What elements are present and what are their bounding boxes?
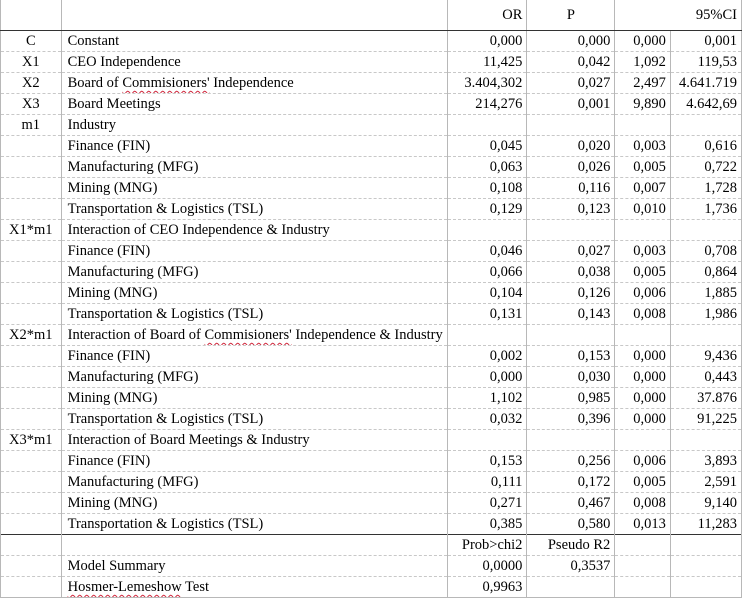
ci-lower-value: 0,000 bbox=[615, 346, 671, 367]
ci-lower-value: 1,092 bbox=[615, 52, 671, 73]
empty-cell bbox=[615, 535, 671, 556]
table-row bbox=[1, 409, 742, 430]
label-text: Finance (FIN) bbox=[67, 453, 151, 469]
table-row bbox=[1, 493, 742, 514]
p-value: 0,000 bbox=[527, 31, 615, 52]
variable-label bbox=[61, 346, 447, 367]
label-text: Interaction of Board Meetings & Industry bbox=[67, 432, 310, 448]
variable-label bbox=[61, 157, 447, 178]
label-text: Manufacturing (MFG) bbox=[67, 159, 199, 175]
ci-upper-value: 9,140 bbox=[670, 493, 741, 514]
variable-label bbox=[61, 115, 447, 136]
ci-lower-value bbox=[615, 115, 671, 136]
table-row bbox=[1, 304, 742, 325]
variable-label bbox=[61, 31, 447, 52]
ci-upper-value: 11,283 bbox=[670, 514, 741, 535]
table-row bbox=[1, 31, 742, 52]
empty-cell bbox=[615, 577, 671, 598]
label-text: Finance (FIN) bbox=[67, 138, 151, 154]
variable-label bbox=[61, 493, 447, 514]
odds-ratio-value: 0,111 bbox=[447, 472, 527, 493]
variable-label bbox=[61, 178, 447, 199]
label-text-rest: Independence & Industry bbox=[291, 327, 443, 343]
ci-upper-value: 4.641.719 bbox=[670, 73, 741, 94]
odds-ratio-value: 0,385 bbox=[447, 514, 527, 535]
variable-label bbox=[61, 220, 447, 241]
p-value: 0,172 bbox=[527, 472, 615, 493]
variable-code bbox=[1, 493, 62, 514]
variable-code: X3*m1 bbox=[1, 430, 62, 451]
p-value: 0,153 bbox=[527, 346, 615, 367]
variable-code bbox=[1, 157, 62, 178]
table-row bbox=[1, 157, 742, 178]
ci-upper-value: 0,864 bbox=[670, 262, 741, 283]
ci-lower-value: 0,005 bbox=[615, 472, 671, 493]
ci-lower-value: 0,005 bbox=[615, 157, 671, 178]
model-prob-value: 0,0000 bbox=[447, 556, 527, 577]
table-row bbox=[1, 451, 742, 472]
variable-code bbox=[1, 136, 62, 157]
hl-prob-value: 0,9963 bbox=[447, 577, 527, 598]
p-value: 0,985 bbox=[527, 388, 615, 409]
table-row bbox=[1, 283, 742, 304]
header-ci: 95%CI bbox=[615, 0, 742, 31]
p-value bbox=[527, 325, 615, 346]
variable-code bbox=[1, 388, 62, 409]
variable-code bbox=[1, 451, 62, 472]
ci-lower-value: 0,003 bbox=[615, 241, 671, 262]
ci-upper-value: 2,591 bbox=[670, 472, 741, 493]
empty-cell bbox=[1, 577, 62, 598]
table-row bbox=[1, 388, 742, 409]
variable-code bbox=[1, 199, 62, 220]
ci-lower-value bbox=[615, 325, 671, 346]
variable-label bbox=[61, 388, 447, 409]
ci-upper-value: 1,885 bbox=[670, 283, 741, 304]
ci-upper-value bbox=[670, 220, 741, 241]
table-row bbox=[1, 115, 742, 136]
variable-code: X2 bbox=[1, 73, 62, 94]
ci-lower-value: 0,007 bbox=[615, 178, 671, 199]
ci-lower-value bbox=[615, 220, 671, 241]
label-text: Transportation & Logistics (TSL) bbox=[67, 516, 264, 532]
label-text: Transportation & Logistics (TSL) bbox=[67, 411, 264, 427]
p-value: 0,256 bbox=[527, 451, 615, 472]
table-row bbox=[1, 346, 742, 367]
p-value: 0,027 bbox=[527, 241, 615, 262]
variable-code bbox=[1, 514, 62, 535]
variable-code bbox=[1, 472, 62, 493]
empty-cell bbox=[527, 577, 615, 598]
p-value: 0,116 bbox=[527, 178, 615, 199]
variable-label bbox=[61, 325, 447, 346]
odds-ratio-value bbox=[447, 325, 527, 346]
ci-upper-value: 91,225 bbox=[670, 409, 741, 430]
variable-label bbox=[61, 472, 447, 493]
model-summary-label: Model Summary bbox=[61, 556, 447, 577]
ci-lower-value: 2,497 bbox=[615, 73, 671, 94]
table-row bbox=[1, 514, 742, 535]
odds-ratio-value: 214,276 bbox=[447, 94, 527, 115]
label-text: Manufacturing (MFG) bbox=[67, 369, 199, 385]
variable-code bbox=[1, 283, 62, 304]
table-row bbox=[1, 220, 742, 241]
label-text: Transportation & Logistics (TSL) bbox=[67, 201, 264, 217]
ci-upper-value: 4.642,69 bbox=[670, 94, 741, 115]
odds-ratio-value: 0,104 bbox=[447, 283, 527, 304]
table-row bbox=[1, 136, 742, 157]
p-value: 0,038 bbox=[527, 262, 615, 283]
p-value: 0,123 bbox=[527, 199, 615, 220]
table-row bbox=[1, 73, 742, 94]
empty-cell bbox=[1, 535, 62, 556]
empty-cell bbox=[670, 535, 741, 556]
header-p: P bbox=[527, 0, 615, 31]
ci-lower-value: 0,006 bbox=[615, 451, 671, 472]
ci-lower-value: 0,000 bbox=[615, 31, 671, 52]
ci-lower-value: 0,000 bbox=[615, 409, 671, 430]
odds-ratio-value: 0,063 bbox=[447, 157, 527, 178]
header-or: OR bbox=[447, 0, 527, 31]
p-value bbox=[527, 430, 615, 451]
ci-upper-value: 0,722 bbox=[670, 157, 741, 178]
p-value: 0,001 bbox=[527, 94, 615, 115]
p-value: 0,026 bbox=[527, 157, 615, 178]
variable-code bbox=[1, 262, 62, 283]
label-text: Transportation & Logistics (TSL) bbox=[67, 306, 264, 322]
ci-upper-value: 3,893 bbox=[670, 451, 741, 472]
variable-code: C bbox=[1, 31, 62, 52]
odds-ratio-value bbox=[447, 220, 527, 241]
ci-lower-value: 0,000 bbox=[615, 367, 671, 388]
p-value: 0,580 bbox=[527, 514, 615, 535]
variable-label bbox=[61, 262, 447, 283]
variable-code bbox=[1, 409, 62, 430]
variable-label bbox=[61, 430, 447, 451]
odds-ratio-value: 0,108 bbox=[447, 178, 527, 199]
empty-cell bbox=[615, 556, 671, 577]
table-row bbox=[1, 262, 742, 283]
odds-ratio-value: 0,153 bbox=[447, 451, 527, 472]
label-text: Mining (MNG) bbox=[67, 390, 158, 406]
empty-cell bbox=[1, 556, 62, 577]
ci-upper-value: 119,53 bbox=[670, 52, 741, 73]
variable-label bbox=[61, 52, 447, 73]
p-value: 0,467 bbox=[527, 493, 615, 514]
label-text: Interaction of CEO Independence & Industry bbox=[67, 222, 330, 238]
p-value: 0,126 bbox=[527, 283, 615, 304]
label-text-rest: Independence bbox=[209, 75, 294, 91]
variable-label bbox=[61, 514, 447, 535]
variable-label bbox=[61, 451, 447, 472]
p-value: 0,042 bbox=[527, 52, 615, 73]
ci-upper-value: 1,986 bbox=[670, 304, 741, 325]
ci-lower-value: 0,005 bbox=[615, 262, 671, 283]
table-row bbox=[1, 472, 742, 493]
odds-ratio-value bbox=[447, 115, 527, 136]
spellcheck-underlined-word: Commisioners' bbox=[122, 75, 210, 91]
label-text: Constant bbox=[67, 33, 120, 49]
ci-upper-value: 0,443 bbox=[670, 367, 741, 388]
label-text: Mining (MNG) bbox=[67, 495, 158, 511]
model-pseudo-value: 0,3537 bbox=[527, 556, 615, 577]
ci-upper-value: 9,436 bbox=[670, 346, 741, 367]
ci-lower-value: 0,008 bbox=[615, 493, 671, 514]
pseudo-r2-header: Pseudo R2 bbox=[527, 535, 615, 556]
label-text: Mining (MNG) bbox=[67, 180, 158, 196]
empty-cell bbox=[670, 577, 741, 598]
label-text: Industry bbox=[67, 117, 116, 133]
ci-lower-value: 0,013 bbox=[615, 514, 671, 535]
header-code-cell bbox=[1, 0, 62, 31]
ci-lower-value: 0,003 bbox=[615, 136, 671, 157]
odds-ratio-value: 0,000 bbox=[447, 31, 527, 52]
label-text: Board Meetings bbox=[67, 96, 161, 112]
variable-code bbox=[1, 367, 62, 388]
hosmer-lemeshow-row bbox=[1, 577, 742, 598]
label-text: Manufacturing (MFG) bbox=[67, 264, 199, 280]
variable-label bbox=[61, 409, 447, 430]
ci-upper-value bbox=[670, 115, 741, 136]
variable-label bbox=[61, 283, 447, 304]
variable-code: X1*m1 bbox=[1, 220, 62, 241]
table-row bbox=[1, 241, 742, 262]
ci-upper-value: 1,728 bbox=[670, 178, 741, 199]
odds-ratio-value: 0,045 bbox=[447, 136, 527, 157]
variable-code: X2*m1 bbox=[1, 325, 62, 346]
spellcheck-underlined-word: Commisioners' bbox=[204, 327, 292, 343]
odds-ratio-value: 1,102 bbox=[447, 388, 527, 409]
label-text-rest: Test bbox=[181, 579, 210, 595]
ci-lower-value: 9,890 bbox=[615, 94, 671, 115]
prob-chi2-header: Prob>chi2 bbox=[447, 535, 527, 556]
ci-upper-value: 0,001 bbox=[670, 31, 741, 52]
p-value: 0,396 bbox=[527, 409, 615, 430]
variable-label bbox=[61, 136, 447, 157]
table-row bbox=[1, 367, 742, 388]
p-value: 0,027 bbox=[527, 73, 615, 94]
spellcheck-underlined-word: Hosmer-Lemeshow bbox=[67, 579, 182, 595]
p-value: 0,030 bbox=[527, 367, 615, 388]
variable-label bbox=[61, 94, 447, 115]
variable-code: m1 bbox=[1, 115, 62, 136]
p-value bbox=[527, 115, 615, 136]
ci-upper-value: 0,708 bbox=[670, 241, 741, 262]
variable-code: X1 bbox=[1, 52, 62, 73]
p-value: 0,020 bbox=[527, 136, 615, 157]
table-row bbox=[1, 325, 742, 346]
header-label-cell bbox=[61, 0, 447, 31]
variable-code bbox=[1, 304, 62, 325]
ci-upper-value: 0,616 bbox=[670, 136, 741, 157]
empty-cell bbox=[61, 535, 447, 556]
ci-lower-value bbox=[615, 430, 671, 451]
label-text: Board of bbox=[67, 75, 123, 91]
variable-code bbox=[1, 241, 62, 262]
table-row bbox=[1, 52, 742, 73]
label-text: Finance (FIN) bbox=[67, 348, 151, 364]
label-text: Mining (MNG) bbox=[67, 285, 158, 301]
variable-label bbox=[61, 304, 447, 325]
empty-cell bbox=[670, 556, 741, 577]
model-summary-row bbox=[1, 556, 742, 577]
p-value: 0,143 bbox=[527, 304, 615, 325]
header-row bbox=[1, 0, 742, 31]
label-text: Manufacturing (MFG) bbox=[67, 474, 199, 490]
variable-label bbox=[61, 73, 447, 94]
variable-label bbox=[61, 199, 447, 220]
p-value bbox=[527, 220, 615, 241]
ci-upper-value: 1,736 bbox=[670, 199, 741, 220]
odds-ratio-value: 3.404,302 bbox=[447, 73, 527, 94]
table-row bbox=[1, 178, 742, 199]
ci-lower-value: 0,008 bbox=[615, 304, 671, 325]
variable-code bbox=[1, 178, 62, 199]
odds-ratio-value: 0,129 bbox=[447, 199, 527, 220]
label-text: Finance (FIN) bbox=[67, 243, 151, 259]
variable-code: X3 bbox=[1, 94, 62, 115]
odds-ratio-value: 0,032 bbox=[447, 409, 527, 430]
odds-ratio-value: 11,425 bbox=[447, 52, 527, 73]
table-row bbox=[1, 199, 742, 220]
table-row bbox=[1, 94, 742, 115]
label-text: Interaction of Board of bbox=[67, 327, 205, 343]
label-text: CEO Independence bbox=[67, 54, 181, 70]
odds-ratio-value: 0,271 bbox=[447, 493, 527, 514]
odds-ratio-value: 0,066 bbox=[447, 262, 527, 283]
ci-lower-value: 0,010 bbox=[615, 199, 671, 220]
odds-ratio-value bbox=[447, 430, 527, 451]
ci-upper-value bbox=[670, 430, 741, 451]
odds-ratio-value: 0,002 bbox=[447, 346, 527, 367]
variable-code bbox=[1, 346, 62, 367]
ci-upper-value: 37.876 bbox=[670, 388, 741, 409]
variable-label bbox=[61, 367, 447, 388]
variable-label bbox=[61, 241, 447, 262]
ci-lower-value: 0,000 bbox=[615, 388, 671, 409]
odds-ratio-value: 0,131 bbox=[447, 304, 527, 325]
hosmer-lemeshow-label-cell bbox=[61, 577, 447, 598]
summary-header-row bbox=[1, 535, 742, 556]
table-row bbox=[1, 430, 742, 451]
odds-ratio-value: 0,000 bbox=[447, 367, 527, 388]
odds-ratio-value: 0,046 bbox=[447, 241, 527, 262]
ci-upper-value bbox=[670, 325, 741, 346]
ci-lower-value: 0,006 bbox=[615, 283, 671, 304]
